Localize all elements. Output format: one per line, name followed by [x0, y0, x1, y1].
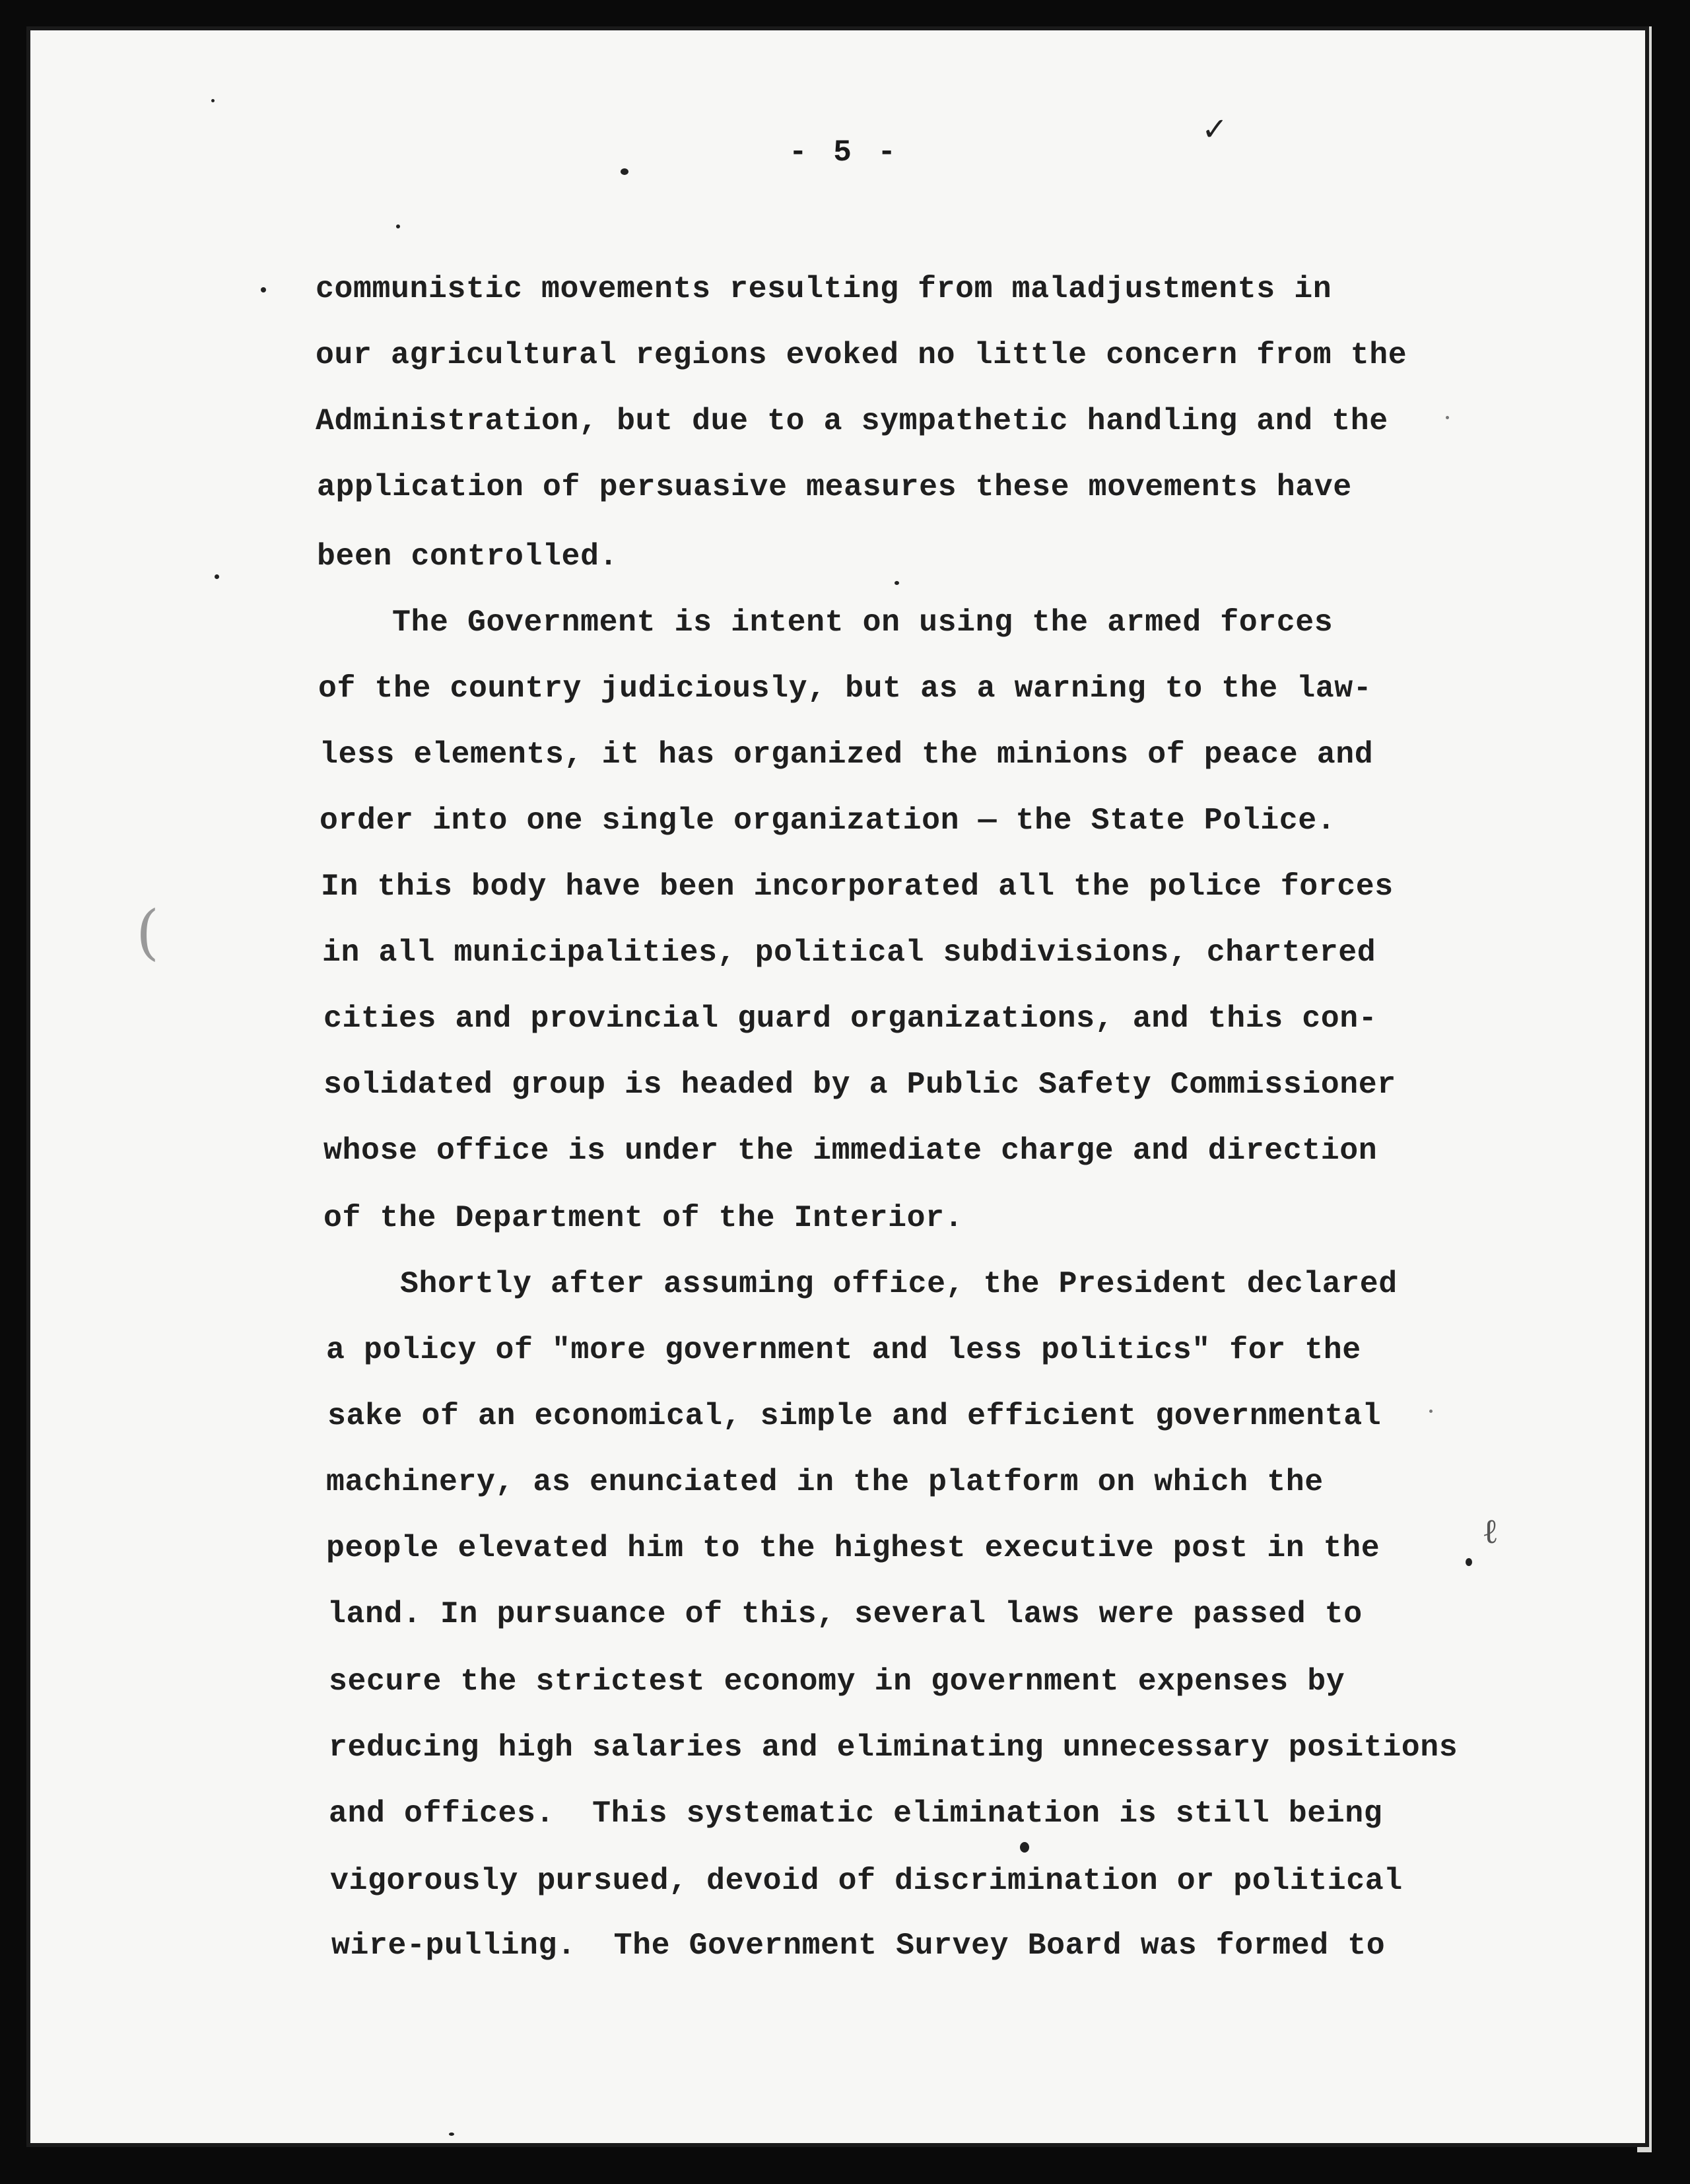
text-line: The Government is intent on using the armed forces: [317, 605, 1334, 640]
scan-speck: [261, 287, 266, 292]
text-line: In this body have been incorporated all the police forces: [321, 869, 1394, 904]
text-line: application of persuasive measures these movements have: [317, 469, 1352, 504]
text-line: vigorously pursued, devoid of discrimination or political: [330, 1863, 1403, 1898]
text-line: reducing high salaries and eliminating unnecessary positions: [329, 1730, 1458, 1765]
check-mark-icon: ✓: [1201, 111, 1229, 148]
text-line: land. In pursuance of this, several laws were passed to: [327, 1596, 1363, 1631]
text-line: Shortly after assuming office, the President declared: [325, 1266, 1398, 1301]
margin-mark-icon: ℓ: [1482, 1512, 1499, 1552]
scan-speck: [396, 224, 400, 228]
scan-speck: [449, 2133, 454, 2136]
text-line: whose office is under the immediate charge and direction: [323, 1133, 1378, 1168]
text-line: our agricultural regions evoked no little concern from the: [316, 337, 1407, 372]
text-line: sake of an economical, simple and efficient governmental: [327, 1398, 1382, 1433]
scan-speck: [211, 99, 215, 102]
text-line: been controlled.: [317, 539, 619, 574]
text-line: of the Department of the Interior.: [323, 1200, 964, 1235]
scan-speck: [215, 574, 219, 579]
margin-bracket-icon: (: [136, 898, 160, 967]
text-line: wire-pulling. The Government Survey Board was formed to: [331, 1928, 1386, 1963]
scan-speck: [1446, 416, 1449, 419]
scan-speck: [1429, 1410, 1433, 1413]
text-line: cities and provincial guard organizations, and this con-: [323, 1001, 1378, 1036]
scan-speck: [1466, 1558, 1472, 1566]
text-line: secure the strictest economy in government expenses by: [329, 1664, 1345, 1699]
scan-speck: [895, 581, 899, 585]
scan-speck: [621, 168, 628, 175]
text-line: order into one single organization — the State Police.: [320, 803, 1336, 838]
text-line: a policy of "more government and less politics" for the: [326, 1332, 1361, 1367]
text-line: and offices. This systematic elimination is still being: [329, 1796, 1383, 1831]
text-line: of the country judiciously, but as a warning to the law-: [318, 671, 1372, 706]
text-line: solidated group is headed by a Public Safety Commissioner: [323, 1067, 1396, 1102]
text-line: communistic movements resulting from maladjustments in: [316, 271, 1332, 306]
text-line: people elevated him to the highest executive post in the: [326, 1530, 1380, 1565]
page-number: - 5 -: [789, 135, 900, 170]
text-line: machinery, as enunciated in the platform on which the: [326, 1464, 1324, 1499]
scan-speck: [1020, 1842, 1029, 1853]
text-line: less elements, it has organized the minions of peace and: [320, 737, 1374, 772]
text-line: Administration, but due to a sympathetic handling and the: [316, 403, 1388, 438]
text-line: in all municipalities, political subdivisions, chartered: [322, 935, 1376, 970]
